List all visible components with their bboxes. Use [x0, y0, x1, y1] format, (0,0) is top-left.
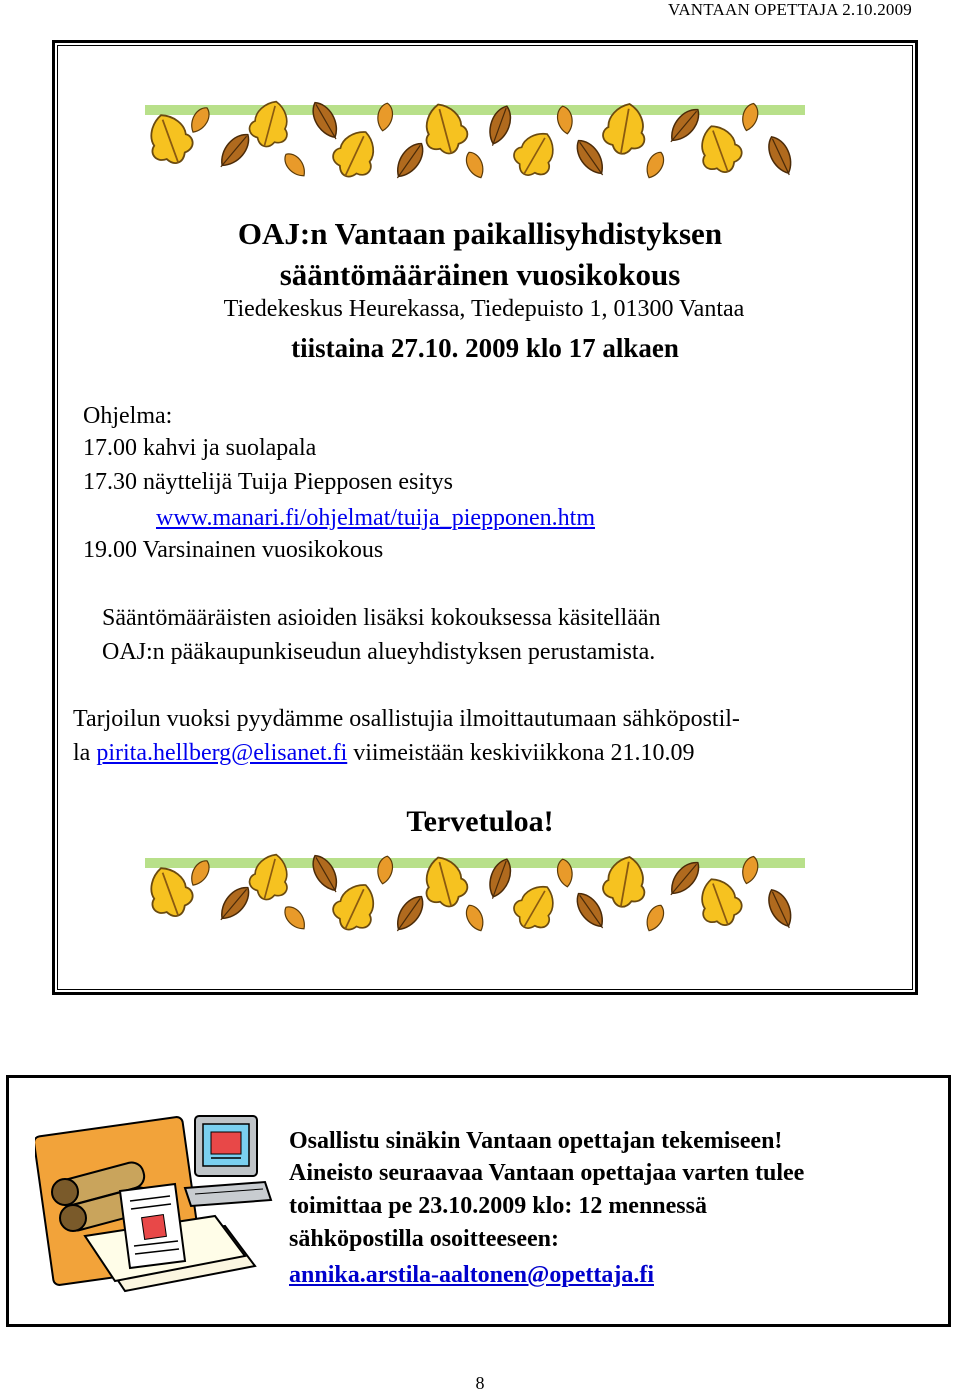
rsvp-line2 — [73, 740, 695, 767]
meeting-date: tiistaina 27.10. 2009 klo 17 alkaen — [291, 333, 679, 363]
rsvp-suffix: viimeistään keskiviikkona 21.10.09 — [347, 740, 695, 766]
meeting-title-line2: sääntömääräinen vuosikokous — [279, 257, 681, 292]
program-label: Ohjelma: — [83, 403, 173, 429]
notice-line2: Aineisto seuraavaa Vantaan opettajaa varten tulee — [289, 1160, 805, 1186]
autumn-leaves-border-bottom — [140, 848, 810, 944]
rsvp-prefix: la — [73, 740, 97, 766]
notice-line1: Osallistu sinäkin Vantaan opettajan tekemiseen! — [289, 1128, 783, 1154]
program-item-meeting: 19.00 Varsinainen vuosikokous — [83, 537, 384, 563]
program-item-performance: 17.30 näyttelijä Tuija Piepposen esitys — [83, 469, 453, 495]
submission-email-link[interactable]: annika.arstila-aaltonen@opettaja.fi — [289, 1262, 654, 1288]
meeting-title-line1: OAJ:n Vantaan paikallisyhdistyksen — [237, 216, 723, 251]
page-number: 8 — [475, 1373, 485, 1393]
rsvp-email-link[interactable]: pirita.hellberg@elisanet.fi — [96, 740, 348, 766]
welcome-text: Tervetuloa! — [406, 805, 554, 838]
submission-notice-box — [6, 1075, 951, 1327]
page-header: VANTAAN OPETTAJA 2.10.2009 — [668, 0, 912, 19]
program-item-coffee: 17.00 kahvi ja suolapala — [83, 435, 317, 461]
rsvp-line1: Tarjoilun vuoksi pyydämme osallistujia ilmoittautumaan sähköpostil- — [73, 706, 740, 732]
autumn-leaves-border-top — [140, 95, 810, 191]
notice-line3: toimittaa pe 23.10.2009 klo: 12 mennessä — [289, 1193, 707, 1219]
agenda-note-line1: Sääntömääräisten asioiden lisäksi kokouksessa käsitellään — [102, 605, 661, 631]
meeting-venue: Tiedekeskus Heurekassa, Tiedepuisto 1, 01300 Vantaa — [223, 296, 745, 322]
agenda-note-line2: OAJ:n pääkaupunkiseudun alueyhdistyksen perustamista. — [102, 639, 656, 665]
performance-link[interactable]: www.manari.fi/ohjelmat/tuija_piepponen.htm — [156, 505, 596, 531]
publishing-clipart-icon — [35, 1096, 275, 1296]
notice-line4: sähköpostilla osoitteeseen: — [289, 1226, 559, 1252]
